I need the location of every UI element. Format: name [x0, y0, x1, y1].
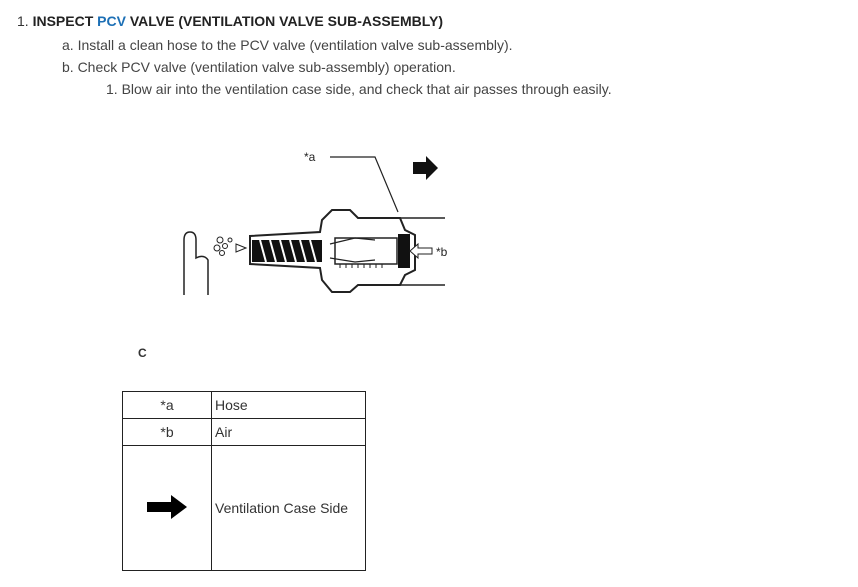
callout-a: *a — [304, 150, 316, 164]
step-title-pre: INSPECT — [32, 13, 94, 29]
pcv-link[interactable]: PCV — [97, 13, 126, 29]
figure-code: C — [138, 346, 147, 360]
legend-key: *b — [123, 419, 212, 446]
finger-icon — [184, 232, 208, 295]
legend-key — [123, 446, 212, 571]
black-right-arrow-icon — [145, 493, 189, 521]
substep-a: a. Install a clean hose to the PCV valve (ventilation valve sub-assembly). — [62, 37, 513, 53]
air-puff-icon — [214, 237, 232, 256]
table-row — [123, 392, 366, 419]
legend-table — [122, 391, 366, 571]
step-number: 1. — [17, 13, 29, 29]
step-heading — [17, 13, 443, 29]
ventilation-direction-arrow-icon — [413, 156, 438, 180]
table-row — [123, 419, 366, 446]
pcv-valve-illustration — [170, 140, 470, 305]
pcv-valve-drawing — [170, 140, 470, 305]
substep-b: b. Check PCV valve (ventilation valve sub-assembly) operation. — [62, 59, 456, 75]
callout-b: *b — [436, 245, 448, 259]
table-row — [123, 446, 366, 571]
inlet-arrow-icon — [236, 244, 246, 252]
legend-value: Ventilation Case Side — [212, 446, 366, 571]
legend-key: *a — [123, 392, 212, 419]
legend-value: Air — [212, 419, 366, 446]
legend-value: Hose — [212, 392, 366, 419]
substep-b-1: 1. Blow air into the ventilation case side, and check that air passes through easily. — [106, 81, 612, 97]
step-title-post: VALVE (VENTILATION VALVE SUB-ASSEMBLY) — [129, 13, 444, 29]
